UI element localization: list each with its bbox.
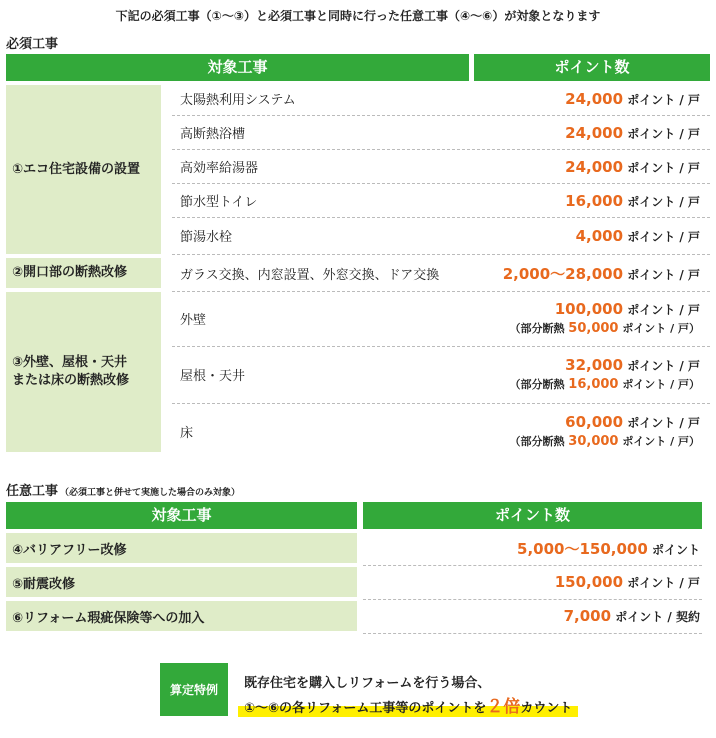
row-divider <box>363 599 702 600</box>
special-rule-double: ２倍 <box>486 697 521 717</box>
item-exterior-wall: 外壁 <box>180 312 207 328</box>
points-seismic: 150,000 ポイント / 戸 <box>554 573 700 591</box>
row-divider <box>172 183 710 184</box>
intro-text: 下記の必須工事（①〜③）と必須工事と同時に行った任意工事（④〜⑥）が対象となります <box>115 9 601 23</box>
optional-row-seismic: ⑤耐震改修 <box>6 567 357 597</box>
item-high-insulation-bathtub: 高断熱浴槽 <box>180 127 246 142</box>
item-roof-ceiling: 屋根・天井 <box>180 368 246 384</box>
item-hot-water-saving-faucet: 節湯水栓 <box>180 230 233 245</box>
row-divider <box>172 217 710 218</box>
category-eco-equipment: ①エコ住宅設備の設置 <box>6 85 161 254</box>
points-roof-ceiling: 32,000 ポイント / 戸 （部分断熱 16,000 ポイント / 戸） <box>509 356 700 392</box>
item-water-saving-toilet: 節水型トイレ <box>180 195 258 210</box>
points-barrier-free: 5,000〜150,000 ポイント <box>517 539 700 558</box>
special-rule-line2: ①〜⑥の各リフォーム工事等のポイントを２倍カウント <box>238 692 578 717</box>
row-divider <box>172 149 710 150</box>
points-exterior-wall: 100,000 ポイント / 戸 （部分断熱 50,000 ポイント / 戸） <box>509 300 700 336</box>
points-high-insulation-bathtub: 24,000 ポイント / 戸 <box>565 123 700 142</box>
item-floor: 床 <box>180 425 194 441</box>
category-wall-roof-floor-insulation: ③外壁、屋根・天井 または床の断熱改修 <box>6 292 161 452</box>
optional-row-defect-insurance: ⑥リフォーム瑕疵保険等への加入 <box>6 601 357 631</box>
row-divider <box>172 115 710 116</box>
optional-section-note: （必須工事と併せて実施した場合のみ対象） <box>60 488 241 498</box>
points-water-saving-toilet: 16,000 ポイント / 戸 <box>565 191 700 210</box>
required-header-points: ポイント数 <box>474 54 710 81</box>
item-solar-thermal: 太陽熱利用システム <box>180 93 296 108</box>
points-high-efficiency-water-heater: 24,000 ポイント / 戸 <box>565 157 700 176</box>
row-divider <box>363 633 702 634</box>
optional-header-work: 対象工事 <box>6 502 357 529</box>
row-divider <box>172 346 710 347</box>
row-divider <box>172 291 710 292</box>
points-hot-water-saving-faucet: 4,000 ポイント / 戸 <box>575 226 700 245</box>
row-divider <box>172 254 710 255</box>
required-header-work: 対象工事 <box>6 54 469 81</box>
item-high-efficiency-water-heater: 高効率給湯器 <box>180 161 259 176</box>
optional-section-title: 任意工事 （必須工事と併せて実施した場合のみ対象） <box>6 484 241 499</box>
required-section-title: 必須工事 <box>6 37 59 52</box>
special-rule-badge: 算定特例 <box>160 663 228 716</box>
points-defect-insurance: 7,000 ポイント / 契約 <box>563 607 700 625</box>
item-window-door-replacement: ガラス交換、内窓設置、外窓交換、ドア交換 <box>180 267 440 283</box>
optional-header-points: ポイント数 <box>363 502 702 529</box>
points-window-door-replacement: 2,000〜28,000 ポイント / 戸 <box>502 264 700 283</box>
optional-row-barrier-free: ④バリアフリー改修 <box>6 533 357 563</box>
points-floor: 60,000 ポイント / 戸 （部分断熱 30,000 ポイント / 戸） <box>509 413 700 449</box>
row-divider <box>172 403 710 404</box>
special-rule-line1: 既存住宅を購入しリフォームを行う場合、 <box>244 676 491 691</box>
row-divider <box>363 565 702 566</box>
points-solar-thermal: 24,000 ポイント / 戸 <box>565 89 700 108</box>
category-opening-insulation: ②開口部の断熱改修 <box>6 258 161 288</box>
